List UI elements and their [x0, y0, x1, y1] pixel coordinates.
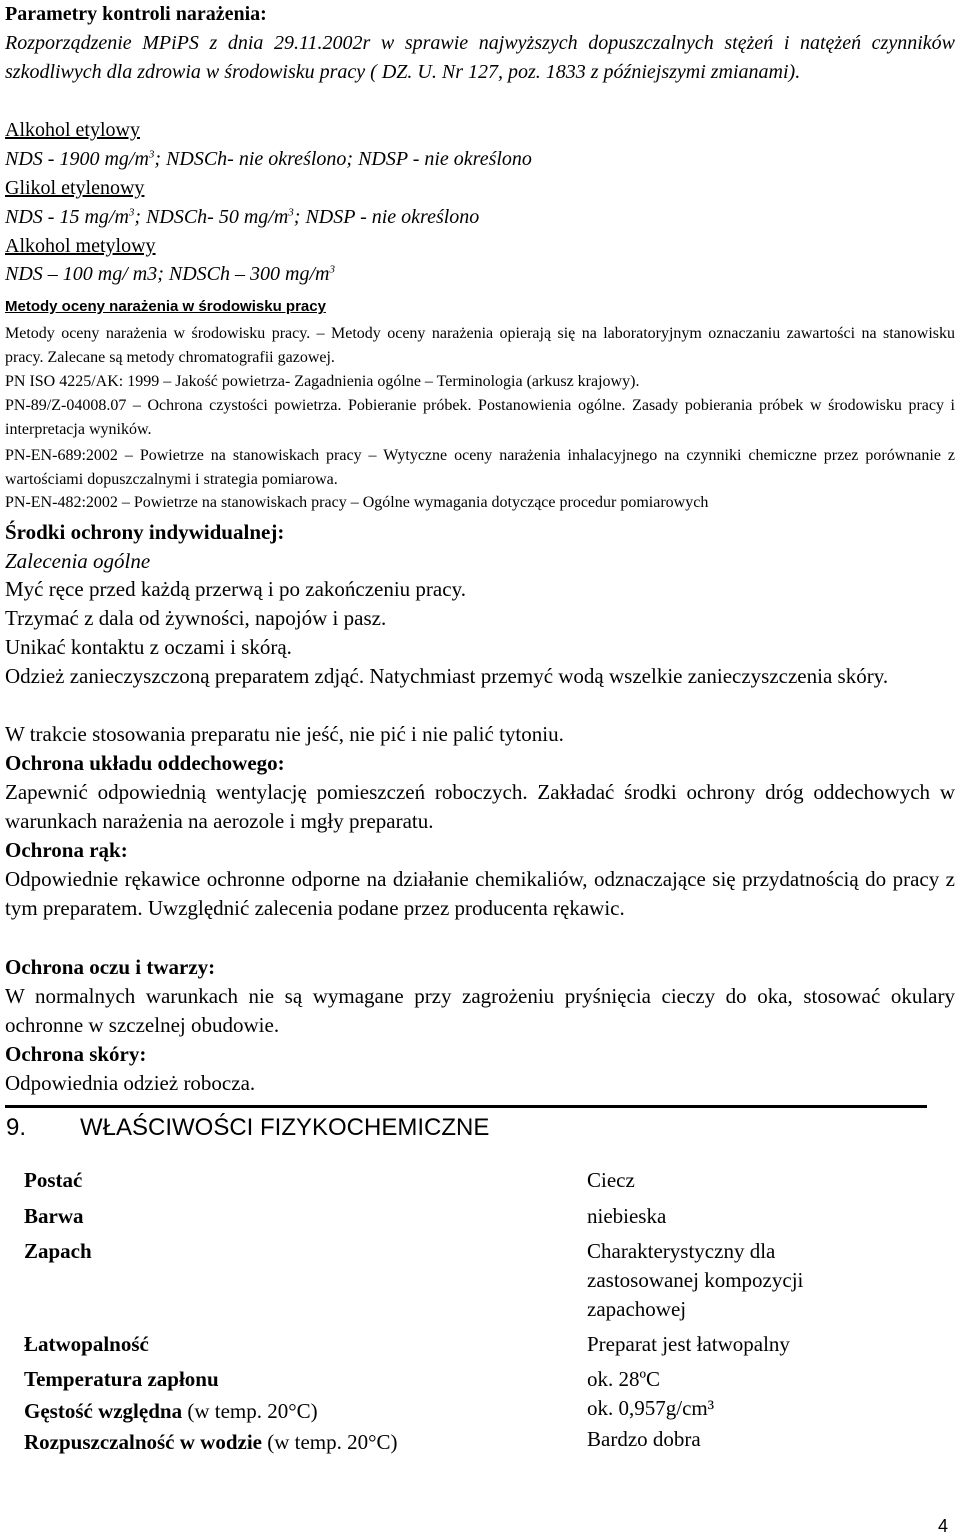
ppe-heading: Środki ochrony indywidualnej:	[5, 520, 285, 544]
limits-rest: ; NDSCh- nie określono; NDSP - nie określono	[154, 148, 532, 170]
methods-paragraph: Metody oceny narażenia w środowisku pracy. – Metody oceny narażenia opierają się na laboratoryjnym oznaczaniu zawartości na stanowisku pracy. Zalecane są metody chromatografii gazowej.	[5, 325, 955, 366]
property-value: ok. 0,957g/cm³	[587, 1396, 715, 1420]
substance-limits	[5, 260, 955, 289]
unit-exponent: 3	[288, 206, 294, 219]
unit-exponent: 3	[128, 206, 135, 219]
general-item: W trakcie stosowania preparatu nie jeść, nie pić i nie palić tytoniu.	[5, 722, 564, 746]
limits-rest: ; NDSP - nie określono	[293, 206, 480, 228]
nds-value: NDS – 100 mg/ m3; NDSCh – 300 mg/m	[5, 263, 330, 285]
property-value: Bardzo dobra	[587, 1427, 701, 1451]
substance-name: Alkohol etylowy	[5, 119, 140, 141]
respiratory-heading: Ochrona układu oddechowego:	[5, 751, 285, 775]
exposure-heading: Parametry kontroli narażenia:	[5, 3, 267, 25]
substance-limits	[5, 203, 955, 232]
section-9-heading	[6, 1113, 489, 1143]
substance-name: Alkohol metylowy	[5, 235, 156, 257]
unit-exponent: 3	[148, 148, 155, 161]
methods-paragraph: PN ISO 4225/AK: 1999 – Jakość powietrza- Zagadnienia ogólne – Terminologia (arkusz krajowy).	[5, 373, 640, 390]
property-note: (w temp. 20°C)	[182, 1399, 318, 1423]
respiratory-text: Zapewnić odpowiednią wentylację pomieszczeń roboczych. Zakładać środki ochrony dróg oddechowych w warunkach narażenia na aerozole i mgły preparatu.	[5, 780, 955, 833]
section-divider	[5, 1105, 927, 1108]
eyes-text: W normalnych warunkach nie są wymagane przy zagrożeniu pryśnięcia cieczy do oka, stosować okulary ochronne w szczelnej obudowie.	[5, 984, 955, 1037]
hands-heading: Ochrona rąk:	[5, 838, 128, 862]
unit-exponent: 3	[329, 263, 335, 276]
property-label: Rozpuszczalność w wodzie	[24, 1430, 262, 1454]
property-label: Łatwopalność	[24, 1332, 149, 1356]
section-number: 9.	[6, 1114, 27, 1141]
general-item: Trzymać z dala od żywności, napojów i pasz.	[5, 606, 387, 630]
hands-text: Odpowiednie rękawice ochronne odporne na działanie chemikaliów, odznaczające się przydatnością do pracy z tym preparatem. Uwzględnić zalecenia podane przez producenta rękawic.	[5, 867, 955, 920]
property-label: Postać	[24, 1168, 83, 1192]
general-heading: Zalecenia ogólne	[5, 549, 151, 573]
nds-value: NDS - 15 mg/m	[5, 206, 129, 228]
property-label: Gęstość względna	[24, 1399, 183, 1423]
property-note: (w temp. 20°C)	[261, 1430, 398, 1454]
general-item: Myć ręce przed każdą przerwą i po zakończeniu pracy.	[5, 577, 466, 601]
property-row-label	[24, 1428, 564, 1457]
property-value: niebieska	[587, 1204, 667, 1228]
property-label: Temperatura zapłonu	[24, 1367, 219, 1391]
methods-heading: Metody oceny narażenia w środowisku pracy	[5, 298, 326, 315]
property-value: Ciecz	[587, 1168, 635, 1192]
skin-heading: Ochrona skóry:	[5, 1042, 147, 1066]
methods-paragraph: PN-EN-482:2002 – Powietrze na stanowiskach pracy – Ogólne wymagania dotyczące procedur pomiarowych	[5, 494, 709, 511]
substance-limits	[5, 145, 955, 174]
section-title: WŁAŚCIWOŚCI FIZYKOCHEMICZNE	[80, 1114, 490, 1141]
property-value: Charakterystyczny dla zastosowanej kompozycji zapachowej	[587, 1239, 804, 1321]
substance-name: Glikol etylenowy	[5, 177, 145, 199]
property-value: ok. 28ºC	[587, 1367, 661, 1391]
eyes-heading: Ochrona oczu i twarzy:	[5, 955, 216, 979]
skin-text: Odpowiednia odzież robocza.	[5, 1071, 256, 1095]
property-label: Zapach	[24, 1239, 92, 1263]
general-item: Unikać kontaktu z oczami i skórą.	[5, 635, 292, 659]
property-label: Barwa	[24, 1204, 84, 1228]
nds-value: NDS - 1900 mg/m	[5, 148, 149, 170]
regulation-text: Rozporządzenie MPiPS z dnia 29.11.2002r w sprawie najwyższych dopuszczalnych stężeń i natężeń czynników szkodliwych dla zdrowia w środowisku pracy ( DZ. U. Nr 127, poz. 1833 z późniejszymi zmianami).	[5, 32, 955, 83]
page-number: 4	[938, 1516, 949, 1536]
property-value: Preparat jest łatwopalny	[587, 1332, 790, 1356]
methods-paragraph: PN-EN-689:2002 – Powietrze na stanowiskach pracy – Wytyczne oceny narażenia inhalacyjnego na czynniki chemiczne przez porównanie z wartościami dopuszczalnymi i strategia pomiarowa.	[5, 447, 955, 488]
limits-rest: ; NDSCh- 50 mg/m	[134, 206, 289, 228]
property-row-label	[24, 1397, 564, 1426]
methods-paragraph: PN-89/Z-04008.07 – Ochrona czystości powietrza. Pobieranie próbek. Postanowienia ogólne. Zasady pobierania próbek w środowisku pracy i interpretacja wyników.	[5, 397, 955, 438]
general-item: Odzież zanieczyszczoną preparatem zdjąć. Natychmiast przemyć wodą wszelkie zanieczyszczenia skóry.	[5, 664, 889, 688]
